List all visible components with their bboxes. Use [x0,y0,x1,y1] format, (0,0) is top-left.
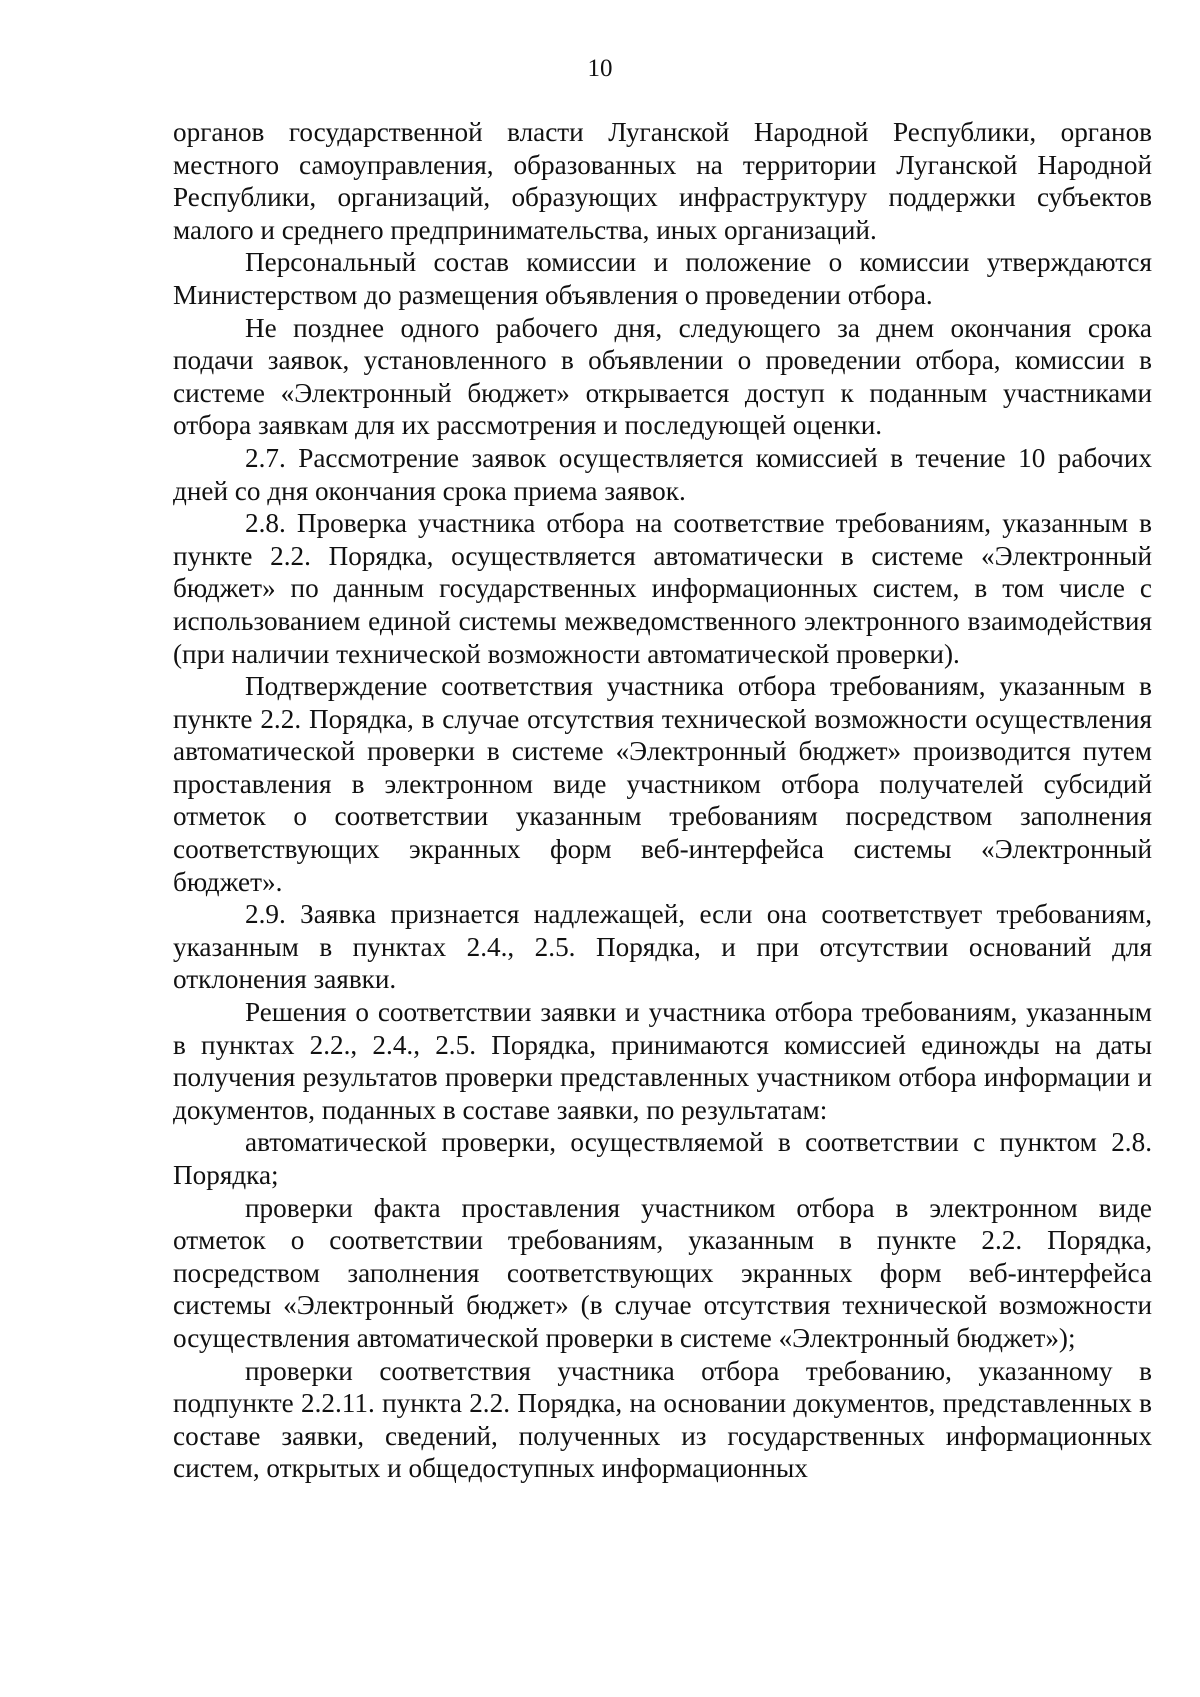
page-number: 10 [587,55,613,82]
paragraph-continuation: органов государственной власти Луганской Народной Республики, органов местного самоуправления, образованных на территории Луганской Народной Республики, организаций, образующих инфраструктуру поддержки субъектов малого и среднего предпринимательства, иных организаций. [173,117,1152,245]
paragraph-confirmation: Подтверждение соответствия участника отбора требованиям, указанным в пункте 2.2. Порядка, в случае отсутствия технической возможности осуществления автоматической проверки в системе «Электронный бюджет» производится путем проставления в электронном виде участником отбора получателей субсидий отметок о соответствии указанным требованиям посредством заполнения соответствующих экранных форм веб-интерфейса системы «Электронный бюджет». [173,671,1152,897]
paragraph-commission-composition: Персональный состав комиссии и положение о комиссии утверждаются Министерством до размещения объявления о проведении отбора. [173,247,1152,310]
document-body [173,116,1152,1485]
paragraph-2-7: 2.7. Рассмотрение заявок осуществляется комиссией в течение 10 рабочих дней со дня окончания срока приема заявок. [173,442,1152,506]
paragraph-decisions: Решения о соответствии заявки и участника отбора требованиям, указанным в пунктах 2.2., 2.4., 2.5. Порядка, принимаются комиссией единожды на даты получения результатов проверки представленных участником отбора информации и документов, поданных в составе заявки, по результатам: [173,997,1152,1125]
list-item-marks-check: проверки факта проставления участником отбора в электронном виде отметок о соответствии требованиям, указанным в пункте 2.2. Порядка, посредством заполнения соответствующих экранных форм веб-интерфейса системы «Электронный бюджет» (в случае отсутствия технической возможности осуществления автоматической проверки в системе «Электронный бюджет»); [173,1192,1152,1353]
paragraph-2-9: 2.9. Заявка признается надлежащей, если она соответствует требованиям, указанным в пунктах 2.4., 2.5. Порядка, и при отсутствии оснований для отклонения заявки. [173,899,1152,995]
list-item-automatic-check: автоматической проверки, осуществляемой в соответствии с пунктом 2.8. Порядка; [173,1127,1152,1190]
paragraph-2-8: 2.8. Проверка участника отбора на соответствие требованиям, указанным в пункте 2.2. Порядка, осуществляется автоматически в системе «Электронный бюджет» по данным государственных информационных систем, в том числе с использованием единой системы межведомственного электронного взаимодействия (при наличии технической возможности автоматической проверки). [173,508,1152,669]
paragraph-commission-access: Не позднее одного рабочего дня, следующего за днем окончания срока подачи заявок, установленного в объявлении о проведении отбора, комиссии в системе «Электронный бюджет» открывается доступ к поданным участниками отбора заявкам для их рассмотрения и последующей оценки. [173,312,1152,441]
list-item-requirement-check: проверки соответствия участника отбора требованию, указанному в подпункте 2.2.11. пункта 2.2. Порядка, на основании документов, представленных в составе заявки, сведений, полученных из государственных информационных систем, открытых и общедоступных информационных [173,1355,1152,1484]
